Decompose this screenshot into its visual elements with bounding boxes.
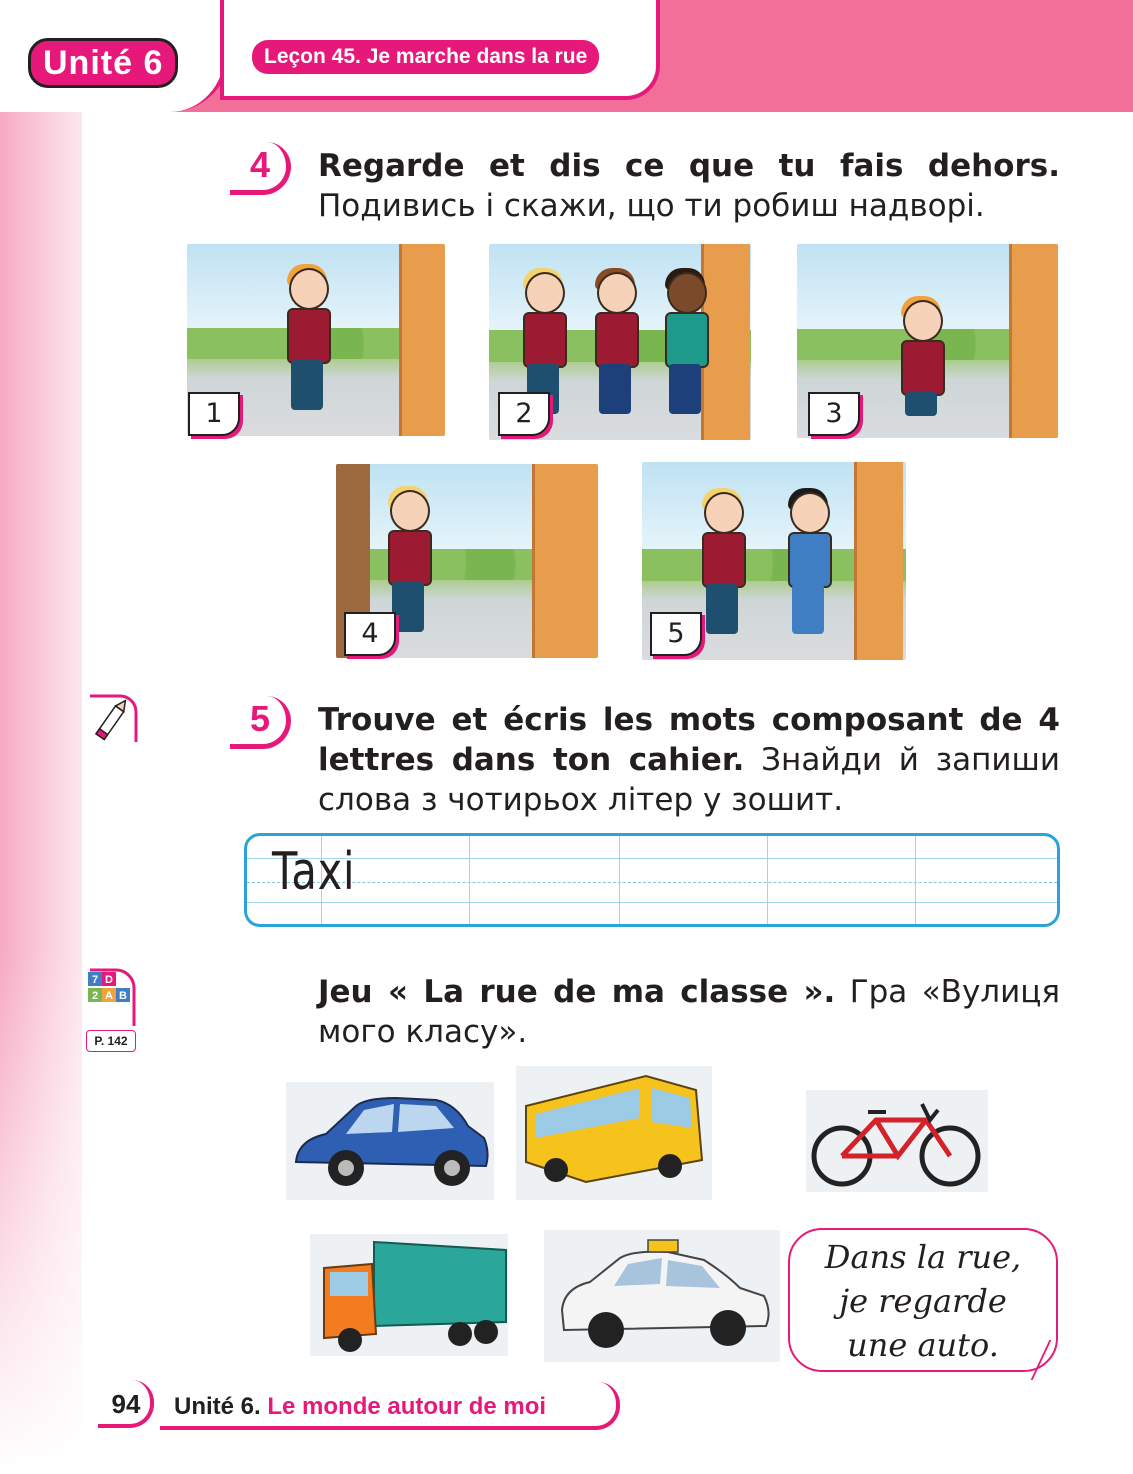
block-letter: B (119, 990, 127, 1002)
exercise-5-title-ua: Знайди й запиши слова з чотирьох літер у зошит. (318, 742, 1061, 818)
lesson-title: Leçon 45. Je marche dans la rue (252, 40, 599, 74)
exercise-4-instruction (318, 146, 1060, 226)
block-letter: 2 (91, 990, 99, 1002)
exercise-4-number: 4 (234, 138, 286, 192)
car-image (286, 1082, 494, 1200)
writing-box[interactable] (244, 833, 1060, 927)
exercise-4-title-fr: Regarde et dis ce que tu fais dehors. (318, 148, 1060, 184)
speech-line-3: une auto. (847, 1326, 999, 1364)
boy-figure (591, 272, 639, 422)
toy-blocks-icon (84, 968, 136, 1028)
footer-unit: Unité 6. (174, 1393, 261, 1420)
bicycle-image (806, 1090, 988, 1192)
boy-figure (661, 272, 709, 422)
girl-figure (784, 492, 832, 642)
block-letter: 7 (91, 974, 99, 986)
wall (399, 244, 445, 436)
picture-4-number: 4 (344, 612, 396, 656)
block-letter: D (105, 974, 113, 986)
page-number: 94 (98, 1380, 154, 1428)
exercise-5-instruction (318, 700, 1060, 820)
taxi-image (544, 1230, 780, 1362)
picture-3-number: 3 (808, 392, 860, 436)
picture-2-number: 2 (498, 392, 550, 436)
game-instruction (318, 972, 1060, 1052)
exercise-4-title-ua: Подивись і скажи, що ти робиш надворі. (318, 188, 985, 224)
speech-line-1: Dans la rue, (824, 1238, 1022, 1276)
wall (854, 462, 903, 660)
game-title-ua: Гра «Вулиця мого класу». (318, 974, 1061, 1050)
bus-image (516, 1066, 712, 1200)
exercise-5-title-fr: Trouve et écris les mots composant de 4 lettres dans ton cahier. (318, 702, 1060, 778)
left-margin-fade (0, 950, 82, 1474)
girl-figure (283, 268, 331, 418)
footer-unit-name: Le monde autour de moi (267, 1393, 547, 1420)
girl-figure (698, 492, 746, 642)
unit-badge: Unité 6 (28, 38, 178, 88)
picture-5-number: 5 (650, 612, 702, 656)
game-page-reference: P. 142 (86, 1030, 136, 1052)
wall (532, 464, 598, 658)
speech-line-2: je regarde (839, 1282, 1007, 1320)
wall (1009, 244, 1058, 438)
footer-title (174, 1393, 546, 1421)
block-letter: A (105, 990, 113, 1002)
picture-1-number: 1 (188, 392, 240, 436)
girl-figure (897, 300, 945, 420)
game-title-fr: Jeu « La rue de ma classe ». (318, 974, 836, 1010)
written-word: Taxi (272, 842, 356, 902)
pencil-icon (84, 690, 142, 748)
truck-image (310, 1234, 508, 1356)
exercise-5-number: 5 (234, 692, 286, 746)
